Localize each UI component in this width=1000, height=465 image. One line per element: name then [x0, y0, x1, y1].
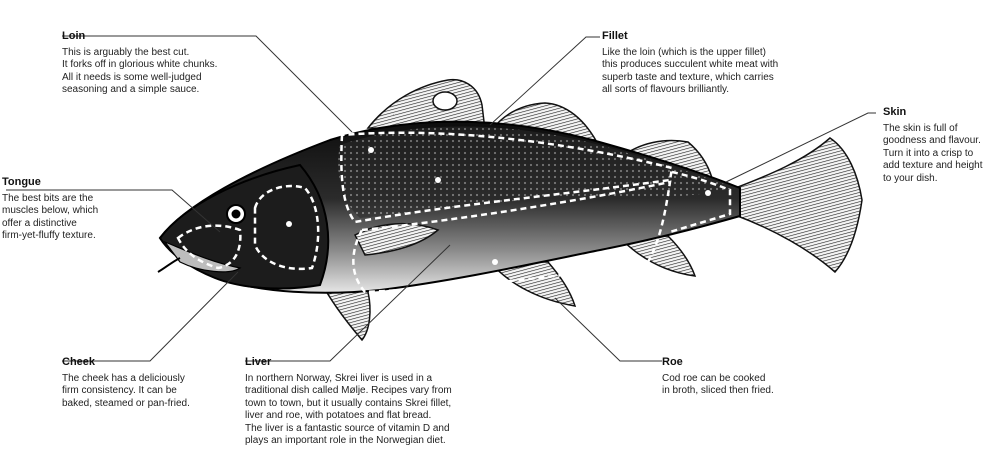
callout-tongue — [2, 176, 142, 243]
callout-roe — [662, 356, 832, 398]
chin-barbel — [158, 258, 180, 272]
tail-fin — [730, 138, 862, 272]
tongue-description: The best bits are the muscles below, which offer a distinctive firm-yet-fluffy texture. — [2, 193, 99, 242]
callout-skin — [883, 106, 998, 185]
callout-cheek — [62, 356, 232, 410]
callout-fillet — [602, 30, 842, 97]
skrei-logo-badge — [433, 92, 457, 110]
liver-title: Liver — [245, 356, 272, 368]
cheek-description: The cheek has a deliciously firm consistency. It can be baked, steamed or pan-fried. — [62, 373, 190, 409]
callout-liver — [245, 356, 515, 447]
skin-title: Skin — [883, 106, 907, 118]
liver-description: In northern Norway, Skrei liver is used in a traditional dish called Mølje. Recipes vary from town to town, but it usually contains Skrei fillet, liver and roe, with potatoes and flat bread. The liver is a fantastic source of vitamin D and plays an important role in the Norwegian diet. — [245, 373, 452, 447]
loin-description: This is arguably the best cut. It forks off in glorious white chunks. All it needs is some well-judged seasoning and a simple sauce. — [62, 47, 218, 96]
roe-description: Cod roe can be cooked in broth, sliced then fried. — [662, 373, 774, 397]
cheek-title: Cheek — [62, 356, 96, 368]
fillet-description: Like the loin (which is the upper fillet) this produces succulent white meat with superb taste and texture, which carries all sorts of flavours brilliantly. — [602, 47, 779, 96]
skin-description: The skin is full of goodness and flavour. Turn it into a crisp to add texture and height to your dish. — [883, 123, 983, 184]
tongue-title: Tongue — [2, 176, 41, 188]
loin-title: Loin — [62, 30, 86, 42]
callout-loin — [62, 30, 262, 97]
fillet-title: Fillet — [602, 30, 628, 42]
roe-title: Roe — [662, 356, 683, 368]
